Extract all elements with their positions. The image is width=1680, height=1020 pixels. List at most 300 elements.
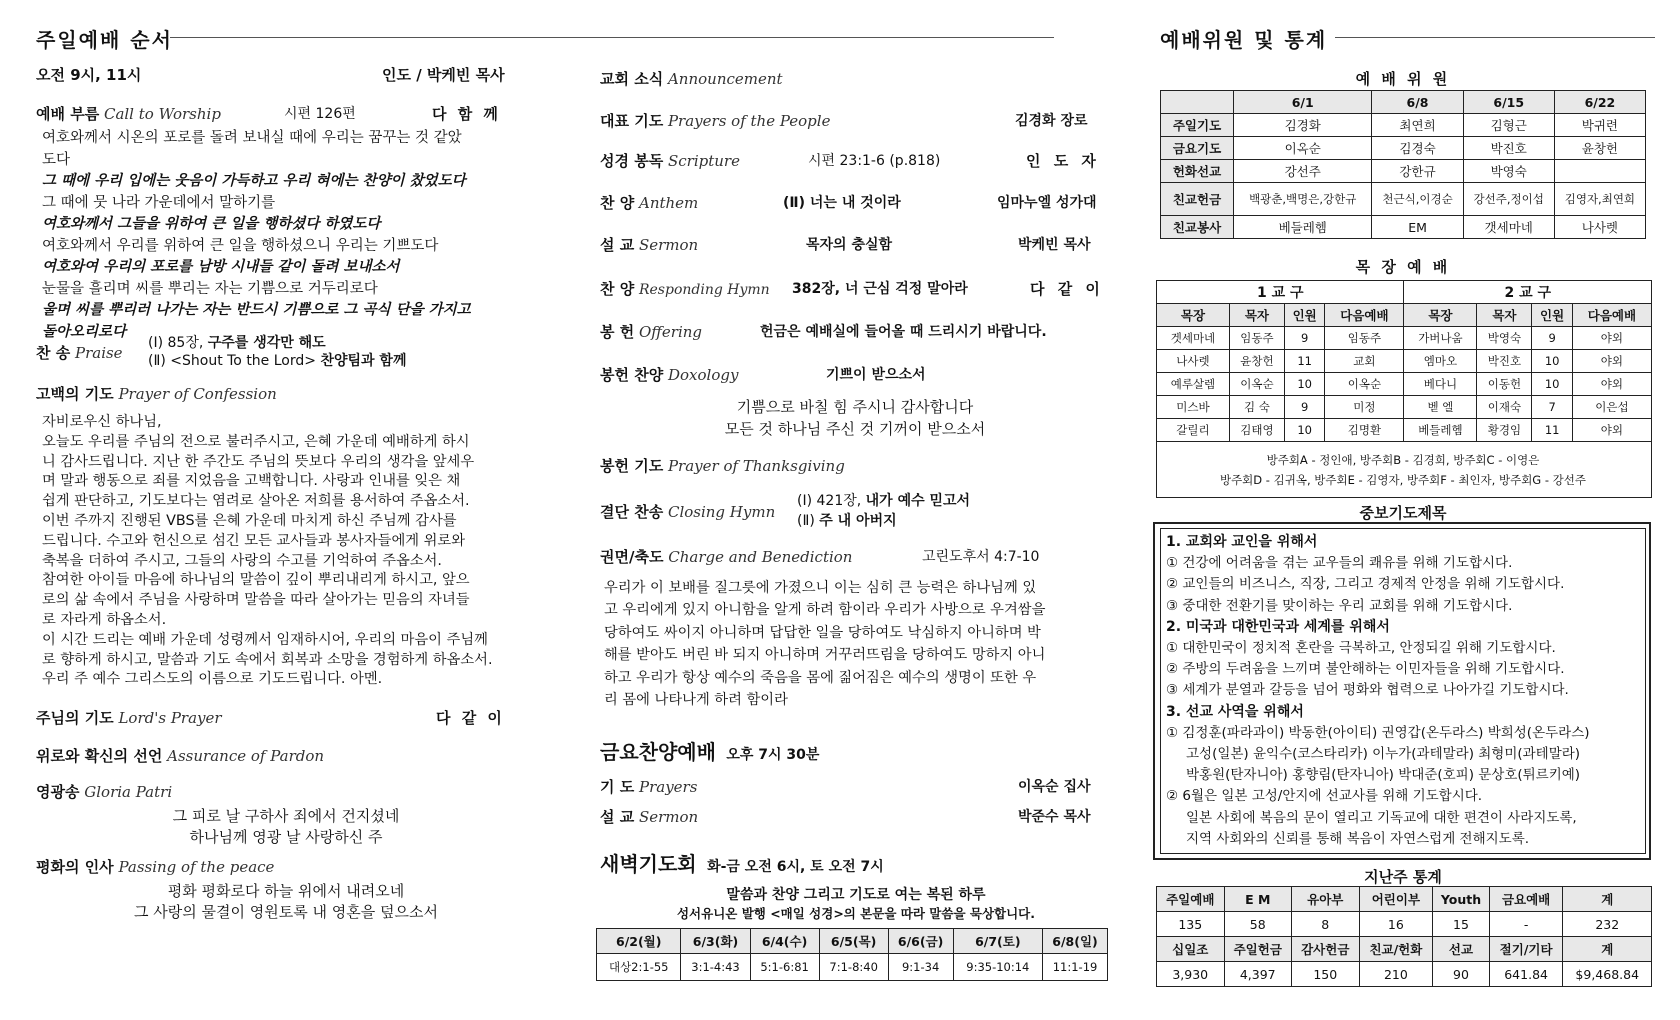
prayer-line: ② 주방의 두려움을 느끼며 불안해하는 이민자들을 위해 기도합시다. [1166, 661, 1565, 678]
committee-member: 박진호 [1463, 137, 1554, 160]
dawn-ref: 11:1-19 [1043, 954, 1108, 981]
committee-corner [1161, 91, 1234, 114]
confession-en: Prayer of Confession [118, 385, 277, 403]
charge-en: Charge and Benediction [668, 548, 853, 566]
committee-row [1161, 137, 1646, 160]
peace-heading [36, 856, 274, 877]
lords-who: 다 같 이 [436, 709, 505, 727]
mokjang-cell: 벧 엘 [1404, 396, 1477, 419]
mokjang-cell: 9 [1532, 327, 1572, 350]
confession-heading [36, 383, 277, 404]
stats-value: 232 [1563, 912, 1652, 937]
call-line: 돌아오리로다 [42, 323, 127, 340]
stats-header: Youth [1433, 887, 1489, 912]
benediction-line: 해를 받아도 버린 바 되지 아니하며 거꾸러뜨림을 당하여도 망하지 아니 [604, 647, 1046, 664]
stats-value: 4,397 [1224, 962, 1292, 987]
parish-2: 2 교 구 [1404, 281, 1652, 304]
dawn-day: 6/8(일) [1043, 929, 1108, 954]
friday-service-heading [600, 736, 819, 765]
prayer-line: ① 김정훈(파라과이) 박동한(아이티) 권영갑(온두라스) 박희성(온두라스) [1166, 724, 1590, 741]
charge-ref: 고린도후서 4:7-10 [922, 549, 1040, 565]
mokjang-cell: 김 숙 [1229, 396, 1284, 419]
lords-prayer-heading [36, 707, 222, 728]
peace-ko: 평화의 인사 [36, 858, 114, 876]
benediction-line: 우리가 이 보배를 질그릇에 가졌으니 이는 심히 큰 능력은 하나님께 있 [604, 580, 1037, 596]
committee-member: 김경화 [1234, 114, 1372, 137]
mokjang-cell: 야외 [1572, 350, 1651, 373]
committee-row [1161, 216, 1646, 239]
service-leader: 인도 / 박케빈 목사 [382, 66, 505, 84]
committee-date: 6/15 [1463, 91, 1554, 114]
intercessory-prayer-title: 중보기도제목 [1359, 504, 1447, 522]
mokjang-cell: 교회 [1325, 350, 1404, 373]
mokjang-cell: 김명환 [1325, 419, 1404, 442]
committee-date: 6/8 [1372, 91, 1463, 114]
service-time: 오전 9시, 11시 [36, 66, 142, 84]
committee-member: 최연희 [1372, 114, 1463, 137]
sermon-en: Sermon [638, 236, 699, 254]
mokjang-header: 목장 [1157, 304, 1230, 327]
offering-note: 헌금은 예배실에 들어올 때 드리시기 바랍니다. [760, 324, 1047, 340]
mokjang-cell: 야외 [1572, 327, 1651, 350]
intercessory-prayer-list [1166, 532, 1590, 850]
mokjang-cell: 야외 [1572, 419, 1651, 442]
committee-table [1160, 90, 1646, 239]
closing-number-2: (Ⅱ) [797, 513, 820, 529]
friday-sermon-who: 박준수 목사 [1018, 809, 1091, 825]
gloria-line-1: 그 피로 날 구하사 죄에서 건지셨네 [172, 807, 400, 825]
stats-value: 16 [1359, 912, 1433, 937]
friday-prayer-who: 이옥순 집사 [1018, 779, 1091, 795]
people-en: Prayers of the People [667, 112, 831, 130]
confession-line: 로 향하게 하시고, 말씀과 기도 속에서 회복과 소망을 경험하게 하옵소서. [42, 651, 493, 668]
stats-header: 선교 [1433, 937, 1489, 962]
closing-number-1: (Ⅰ) 421장, [797, 493, 866, 509]
scripture-who: 인 도 자 [1026, 152, 1100, 170]
committee-member: 이옥순 [1234, 137, 1372, 160]
mokjang-cell: 가버나움 [1404, 327, 1477, 350]
anthem-ref: (Ⅱ) 너는 내 것이라 [783, 195, 901, 211]
prayer-line: 지역 사회와의 신뢰를 통해 복음이 자연스럽게 전해지도록. [1186, 830, 1530, 847]
responding-hymn-heading [600, 278, 770, 299]
call-line: 눈물을 흘리며 씨를 뿌리는 자는 기쁨으로 거두리로다 [42, 280, 378, 297]
closing-ko: 결단 찬송 [600, 503, 664, 521]
call-ref: 시편 126편 [284, 106, 356, 122]
closing-song-1: 내가 예수 믿고서 [865, 493, 971, 509]
confession-line: 쉽게 판단하고, 기도보다는 염려로 살아온 저희를 용서하여 주옵소서. [42, 493, 470, 510]
call-en: Call to Worship [103, 105, 221, 123]
people-who: 김경화 장로 [1015, 113, 1088, 129]
parish-row [1157, 281, 1652, 304]
closing-hymn-heading [600, 501, 775, 522]
stats-value: 135 [1157, 912, 1225, 937]
friday-time: 오후 7시 30분 [726, 747, 820, 763]
doxology-ko: 봉헌 찬양 [600, 366, 664, 384]
closing-line-2 [797, 510, 897, 530]
resp-en: Responding Hymn [638, 282, 770, 298]
dawn-subtitle-2: 성서유니온 발행 <매일 성경>의 본문을 따라 말씀을 묵상합니다. [676, 906, 1036, 921]
dawn-ref: 대상2:1-55 [597, 954, 681, 981]
praise-line-1 [148, 332, 326, 352]
thanks-en: Prayer of Thanksgiving [667, 457, 845, 475]
peace-en: Passing of the peace [118, 858, 275, 876]
committee-row [1161, 183, 1646, 216]
committee-title: 예 배 위 원 [1355, 70, 1451, 88]
committee-member [1554, 160, 1645, 183]
gloria-ko: 영광송 [36, 783, 80, 801]
mokjang-table [1156, 280, 1652, 442]
committee-member: EM [1372, 216, 1463, 239]
order-of-worship-title: 주일예배 순서 [36, 28, 173, 52]
stats-header: 십일조 [1157, 937, 1225, 962]
stats-header: 금요예배 [1489, 887, 1563, 912]
praise-number-1: (Ⅰ) 85장, [148, 335, 208, 351]
title-rule [170, 37, 1054, 38]
mokjang-cell: 11 [1284, 350, 1324, 373]
stats-header: 유아부 [1292, 887, 1360, 912]
thanks-ko: 봉헌 기도 [600, 457, 664, 475]
mokjang-cell: 임동주 [1325, 327, 1404, 350]
call-line: 도다 [42, 151, 71, 168]
dawn-day: 6/7(토) [953, 929, 1043, 954]
stats-header: 어린이부 [1359, 887, 1433, 912]
mokjang-cell: 이옥순 [1229, 373, 1284, 396]
sermon-title: 목자의 충실함 [806, 237, 893, 253]
peace-line-1: 평화 평화로다 하늘 위에서 내려오네 [167, 882, 405, 900]
committee-member: 김경숙 [1372, 137, 1463, 160]
mokjang-cell: 10 [1532, 373, 1572, 396]
scripture-ko: 성경 봉독 [600, 152, 664, 170]
mokjang-cell: 미정 [1325, 396, 1404, 419]
call-line: 여호와께서 시온의 포로를 돌려 보내실 때에 우리는 꿈꾸는 것 같았 [42, 130, 462, 146]
dawn-ref: 5:1-6:81 [750, 954, 819, 981]
stats-value: 58 [1224, 912, 1292, 937]
gloria-line-2: 하나님께 영광 날 사랑하신 주 [189, 828, 383, 846]
sermon-ko: 설 교 [600, 236, 635, 254]
mokjang-row [1157, 327, 1652, 350]
mokjang-cell: 박진호 [1477, 350, 1532, 373]
mokjang-cell: 미스바 [1157, 396, 1230, 419]
doxology-line-2: 모든 것 하나님 주신 것 기꺼이 받으소서 [724, 420, 986, 438]
call-line: 그 때에 우리 입에는 웃음이 가득하고 우리 혀에는 찬양이 찼었도다 [42, 173, 466, 189]
anthem-ko: 찬 양 [600, 194, 635, 212]
friday-sermon-row [600, 806, 698, 827]
call-ko: 예배 부름 [36, 105, 100, 123]
mokjang-header: 인원 [1532, 304, 1572, 327]
call-who: 다 함 께 [432, 105, 501, 123]
stats-title: 지난주 통계 [1364, 868, 1442, 886]
praise-number-2: (Ⅱ) <Shout To the Lord> [148, 353, 321, 369]
stats-row [1157, 912, 1652, 937]
prayer-line: 고성(일본) 윤익수(코스타리카) 이누가(과테말라) 최형미(과테말라) [1186, 746, 1581, 763]
committee-row [1161, 160, 1646, 183]
mokjang-cell: 박영숙 [1477, 327, 1532, 350]
committee-member: 베들레헴 [1234, 216, 1372, 239]
closing-en: Closing Hymn [667, 503, 776, 521]
sermon-who: 박케빈 목사 [1018, 237, 1091, 253]
peace-line-2: 그 사랑의 물결이 영원토록 내 영혼을 덮으소서 [134, 903, 438, 921]
committee-role: 헌화선교 [1161, 160, 1234, 183]
sermon-heading [600, 234, 698, 255]
mokjang-header: 목장 [1404, 304, 1477, 327]
stats-header: 계 [1563, 937, 1652, 962]
confession-line: 드립니다. 수고와 헌신으로 섬긴 모든 교사들과 봉사자들에게 위로와 [42, 532, 466, 549]
committee-role: 금요기도 [1161, 137, 1234, 160]
doxology-line-1: 기쁨으로 바칠 힘 주시니 감사합니다 [736, 398, 974, 416]
charge-ko: 권면/축도 [600, 548, 664, 566]
weekly-stats-table [1156, 886, 1652, 987]
stats-value: 150 [1292, 962, 1360, 987]
committee-member: 강한규 [1372, 160, 1463, 183]
dawn-title: 새벽기도회 [600, 852, 697, 876]
call-to-worship-text [42, 128, 471, 343]
confession-line: 축복을 더하여 주시고, 그들의 사랑의 수고를 기억하여 주옵소서. [42, 552, 442, 569]
confession-line: 우리 주 예수 그리스도의 이름으로 기도드립니다. 아멘. [42, 671, 383, 688]
prayers-people-heading [600, 110, 830, 131]
friday-prayer-row [600, 776, 697, 797]
prayer-line: 3. 선교 사역을 위해서 [1166, 703, 1304, 720]
committee-member: 천근식,이경순 [1372, 183, 1463, 216]
mokjang-header: 인원 [1284, 304, 1324, 327]
praise-song-2: 찬양팀과 함께 [320, 353, 407, 369]
committee-member: 강선주,정이섭 [1463, 183, 1554, 216]
praise-heading [36, 342, 123, 363]
closing-song-2: 주 내 아버지 [819, 513, 897, 529]
friday-title: 금요찬양예배 [600, 740, 716, 764]
doxology-heading [600, 364, 738, 385]
scripture-ref: 시편 23:1-6 (p.818) [808, 153, 941, 169]
stats-row [1157, 937, 1652, 962]
confession-line: 자비로우신 하나님, [42, 414, 162, 430]
assurance-heading [36, 745, 324, 766]
announcement-heading [600, 68, 783, 89]
people-ko: 대표 기도 [600, 112, 664, 130]
resp-who: 다 같 이 [1030, 280, 1104, 298]
gloria-en: Gloria Patri [84, 783, 173, 801]
offering-ko: 봉 헌 [600, 323, 635, 341]
offering-heading [600, 321, 702, 342]
mokjang-cell: 9 [1284, 396, 1324, 419]
dawn-refs-row [597, 954, 1108, 981]
doxology-ref: 기쁘이 받으소서 [826, 367, 926, 383]
benediction-heading [600, 546, 852, 567]
dawn-reading-table [596, 928, 1108, 981]
stats-header: 절기/기타 [1489, 937, 1563, 962]
mokjang-cell: 10 [1284, 419, 1324, 442]
stats-value: 3,930 [1157, 962, 1225, 987]
mokjang-row [1157, 350, 1652, 373]
confession-line: 참여한 아이들 마음에 하나님의 말씀이 깊이 뿌리내리게 하시고, 앞으 [42, 572, 470, 589]
committee-member: 박영숙 [1463, 160, 1554, 183]
gloria-heading [36, 781, 172, 802]
mokjang-cell: 이은섭 [1572, 396, 1651, 419]
committee-member: 갯세마네 [1463, 216, 1554, 239]
confession-line: 로의 삶 속에서 주님을 사랑하며 말씀을 따라 살아가는 믿음의 자녀들 [42, 592, 470, 609]
dawn-day: 6/6(금) [888, 929, 953, 954]
confession-prayer-text [42, 413, 493, 690]
prayer-line: ③ 중대한 전환기를 맞이하는 우리 교회를 위해 기도합시다. [1166, 597, 1513, 614]
committee-member: 윤창헌 [1554, 137, 1645, 160]
dawn-ref: 3:1-4:43 [681, 954, 750, 981]
parish-1: 1 교 구 [1157, 281, 1404, 304]
friday-prayer-ko: 기 도 [600, 778, 635, 796]
dawn-ref: 9:35-10:14 [953, 954, 1043, 981]
mokjang-row [1157, 396, 1652, 419]
bangju-line-2: 방주회D - 김귀옥, 방주회E - 김영자, 방주회F - 최인자, 방주회G - 강선주 [1219, 473, 1587, 487]
stats-header: 친교/헌화 [1359, 937, 1433, 962]
stats-header: 감사헌금 [1292, 937, 1360, 962]
mokjang-cell: 황경임 [1477, 419, 1532, 442]
stats-value: 15 [1433, 912, 1489, 937]
committee-member: 박귀련 [1554, 114, 1645, 137]
mokjang-cell: 10 [1532, 350, 1572, 373]
stats-value: - [1489, 912, 1563, 937]
dawn-days-row [597, 929, 1108, 954]
mokjang-header: 다음예배 [1325, 304, 1404, 327]
lords-ko: 주님의 기도 [36, 709, 114, 727]
assurance-en: Assurance of Pardon [167, 747, 325, 765]
committee-role: 친교봉사 [1161, 216, 1234, 239]
committee-row [1161, 114, 1646, 137]
announce-ko: 교회 소식 [600, 70, 664, 88]
call-line: 그 때에 뭇 나라 가운데에서 말하기를 [42, 194, 276, 211]
confession-line: 오늘도 우리를 주님의 전으로 불러주시고, 은혜 가운데 예배하게 하시 [42, 433, 470, 450]
confession-line: 이 시간 드리는 예배 가운데 성령께서 임재하시어, 우리의 마음이 주님께 [42, 631, 488, 648]
mokjang-cell: 야외 [1572, 373, 1651, 396]
mokjang-cell: 이재숙 [1477, 396, 1532, 419]
anthem-heading [600, 192, 698, 213]
praise-song-1: 구주를 생각만 해도 [207, 335, 326, 351]
dawn-ref: 7:1-8:40 [819, 954, 888, 981]
benediction-line: 당하여도 싸이지 아니하며 답답한 일을 당하여도 낙심하지 아니하며 박 [604, 624, 1041, 641]
bangju-line-1: 방주회A - 정인애, 방주회B - 김경희, 방주회C - 이영은 [1266, 453, 1540, 467]
prayer-line: 일본 사회에 복음의 문이 열리고 기독교에 대한 편견이 사라지도록, [1186, 809, 1577, 826]
stats-value: 210 [1359, 962, 1433, 987]
mokjang-header: 다음예배 [1572, 304, 1651, 327]
friday-sermon-ko: 설 교 [600, 808, 635, 826]
mokjang-header-row [1157, 304, 1652, 327]
mokjang-title: 목 장 예 배 [1355, 258, 1451, 276]
committee-date: 6/1 [1234, 91, 1372, 114]
mokjang-header: 목자 [1477, 304, 1532, 327]
mokjang-cell: 이옥순 [1325, 373, 1404, 396]
call-line: 여호와께서 우리를 위하여 큰 일을 행하셨으니 우리는 기쁘도다 [42, 237, 439, 254]
mokjang-cell: 윤창헌 [1229, 350, 1284, 373]
praise-ko: 찬 송 [36, 344, 71, 362]
call-line: 울며 씨를 뿌리러 나가는 자는 반드시 기쁨으로 그 곡식 단을 가지고 [42, 302, 471, 318]
mokjang-cell: 9 [1284, 327, 1324, 350]
mokjang-cell: 베다니 [1404, 373, 1477, 396]
committee-stats-title: 예배위원 및 통계 [1160, 28, 1328, 52]
closing-line-1 [797, 490, 970, 510]
stats-value: $9,468.84 [1563, 962, 1652, 987]
dawn-subtitle-1: 말씀과 찬양 그리고 기도로 여는 복된 하루 [726, 887, 986, 903]
dawn-prayer-heading [600, 848, 884, 877]
mokjang-cell: 베들레헴 [1404, 419, 1477, 442]
mokjang-row [1157, 419, 1652, 442]
confession-line: 니 감사드립니다. 지난 한 주간도 주님의 뜻보다 우리의 생각을 앞세우 [42, 453, 475, 470]
right-title-rule [1335, 37, 1655, 38]
resp-ko: 찬 양 [600, 280, 635, 298]
call-to-worship-heading [36, 103, 221, 124]
prayer-line: 1. 교회와 교인을 위해서 [1166, 534, 1318, 550]
committee-member: 나사렛 [1554, 216, 1645, 239]
prayer-line: 2. 미국과 대한민국과 세계를 위해서 [1166, 618, 1390, 635]
prayer-line: 박홍원(탄자니아) 홍향림(탄자니아) 박대준(호피) 문상호(튀르키예) [1186, 767, 1581, 784]
mokjang-cell: 임동주 [1229, 327, 1284, 350]
friday-prayer-en: Prayers [638, 778, 698, 796]
praise-en: Praise [74, 344, 123, 362]
stats-header: 주일헌금 [1224, 937, 1292, 962]
stats-value: 8 [1292, 912, 1360, 937]
call-line: 여호와께서 그들을 위하여 큰 일을 행하셨다 하였도다 [42, 216, 381, 232]
committee-role: 주일기도 [1161, 114, 1234, 137]
stats-row [1157, 962, 1652, 987]
mokjang-cell: 이동헌 [1477, 373, 1532, 396]
mokjang-cell: 나사렛 [1157, 350, 1230, 373]
prayer-line: ② 6월은 일본 고성/안지에 선교사를 위해 기도합시다. [1166, 788, 1483, 805]
dawn-day: 6/5(목) [819, 929, 888, 954]
committee-header-row [1161, 91, 1646, 114]
scripture-heading [600, 150, 740, 171]
dawn-day: 6/4(수) [750, 929, 819, 954]
call-line: 여호와여 우리의 포로를 남방 시내들 같이 돌려 보내소서 [42, 259, 400, 275]
prayer-line: ① 건강에 어려움을 겪는 교우들의 쾌유를 위해 기도합시다. [1166, 555, 1513, 572]
mokjang-cell: 11 [1532, 419, 1572, 442]
mokjang-cell: 갈릴리 [1157, 419, 1230, 442]
benediction-text [604, 577, 1045, 711]
mokjang-cell: 엠마오 [1404, 350, 1477, 373]
confession-line: 며 말과 행동으로 죄를 지었음을 고백합니다. 사랑과 인내를 잊은 채 [42, 473, 461, 490]
mokjang-cell: 7 [1532, 396, 1572, 419]
benediction-line: 하고 우리가 항상 예수의 죽음을 몸에 짊어짐은 예수의 생명이 또한 우 [604, 669, 1037, 686]
dawn-time: 화-금 오전 6시, 토 오전 7시 [707, 859, 884, 875]
scripture-en: Scripture [667, 152, 740, 170]
dawn-day: 6/3(화) [681, 929, 750, 954]
dawn-day: 6/2(월) [597, 929, 681, 954]
resp-ref: 382장, 너 근심 걱정 말아라 [792, 281, 968, 297]
dawn-ref: 9:1-34 [888, 954, 953, 981]
mokjang-cell: 10 [1284, 373, 1324, 396]
confession-line: 로 자라게 하옵소서. [42, 611, 167, 628]
committee-member: 강선주 [1234, 160, 1372, 183]
mokjang-cell: 김태영 [1229, 419, 1284, 442]
confession-ko: 고백의 기도 [36, 385, 114, 403]
prayer-line: ② 교인들의 비즈니스, 직장, 그리고 경제적 안정을 위해 기도합시다. [1166, 576, 1565, 593]
committee-date: 6/22 [1554, 91, 1645, 114]
mokjang-cell: 예루살렘 [1157, 373, 1230, 396]
prayer-line: ③ 세계가 분열과 갈등을 넘어 평화와 협력으로 나아가길 기도합시다. [1166, 682, 1569, 699]
praise-line-2 [148, 350, 406, 370]
assurance-ko: 위로와 확신의 선언 [36, 747, 163, 765]
mokjang-cell: 겟세마네 [1157, 327, 1230, 350]
stats-header: 주일예배 [1157, 887, 1225, 912]
thanksgiving-heading [600, 455, 845, 476]
offering-en: Offering [638, 323, 703, 341]
stats-header: E M [1224, 887, 1292, 912]
benediction-line: 리 몸에 나타나게 하려 함이라 [604, 692, 788, 709]
anthem-who: 임마누엘 성가대 [997, 195, 1097, 211]
confession-line: 이번 주까지 진행된 VBS를 은혜 가운데 마치게 하신 주님께 감사를 [42, 512, 457, 529]
mokjang-header: 목자 [1229, 304, 1284, 327]
benediction-line: 고 우리에게 있지 아니함을 알게 하려 함이라 우리가 사방으로 우겨쌈을 [604, 602, 1046, 619]
stats-row [1157, 887, 1652, 912]
committee-member: 백광춘,백명은,강한규 [1234, 183, 1372, 216]
mokjang-row [1157, 373, 1652, 396]
lords-en: Lord's Prayer [118, 709, 222, 727]
doxology-en: Doxology [667, 366, 739, 384]
stats-header: 계 [1563, 887, 1652, 912]
